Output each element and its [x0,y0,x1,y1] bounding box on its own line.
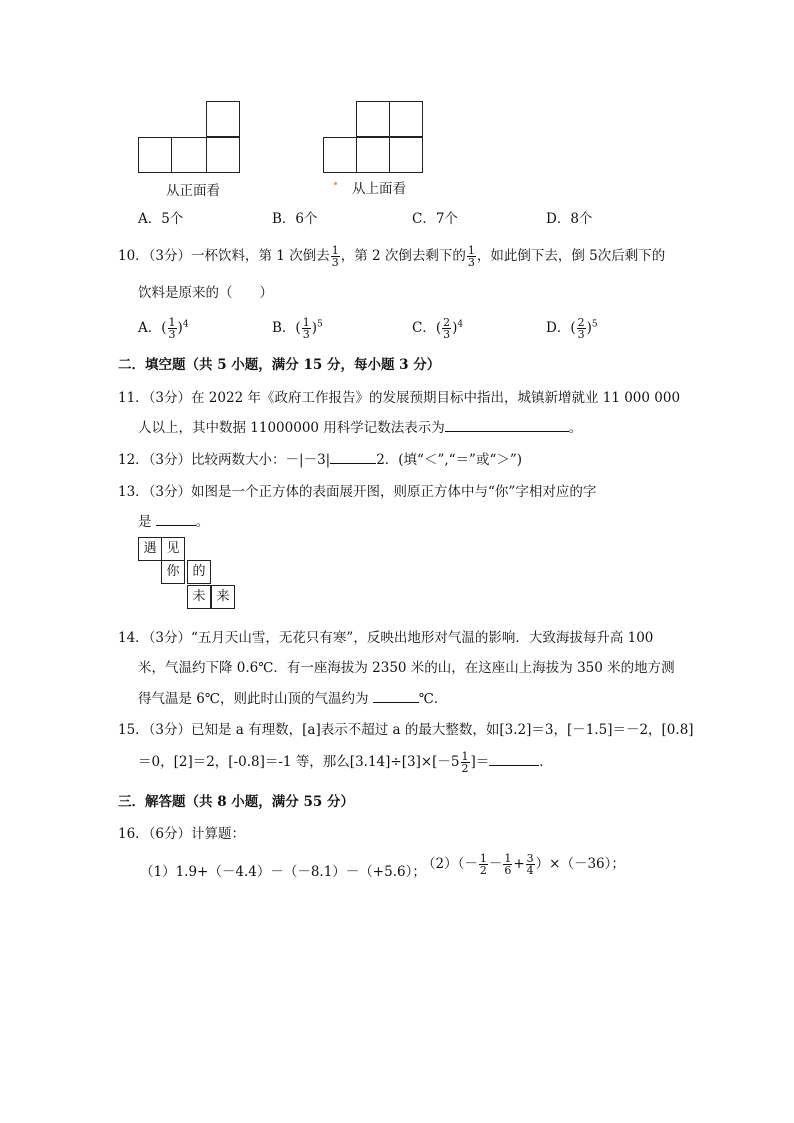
fraction-denominator: 2 [461,762,469,775]
net-cell: 未 [187,585,211,609]
q16-text: － [488,856,503,872]
q14-line3 [138,687,447,707]
top-view-cell [356,101,390,137]
fraction-denominator: 3 [331,256,339,269]
fraction-denominator: 2 [479,864,487,877]
fraction [526,853,535,876]
fraction-denominator: 3 [443,328,451,341]
q15-text: ]＝ [470,754,490,770]
fraction-numerator: 1 [331,244,339,257]
q10-line2: 饮料是原来的（ ） [138,285,273,301]
q16-text: ）×（－36）； [535,856,625,872]
fraction [479,853,488,876]
q16-part2 [422,852,625,876]
fraction [302,317,311,340]
q13-line2 [138,510,209,530]
q13-text: 。 [195,514,210,530]
answer-blank[interactable] [156,512,196,526]
fraction-numerator: 2 [443,316,451,329]
q15-line2 [138,750,553,774]
q10-line1 [118,244,665,268]
top-view-cell [356,137,390,173]
front-view-cell [206,101,240,137]
q14-line1: 14．（3分）“五月天山雪，无花只有寒”，反映出地形对气温的影响．大致海拔每升高 100 [118,630,654,646]
fraction-denominator: 6 [504,864,512,877]
top-view-cell [389,137,423,173]
top-view-cell [323,137,357,173]
q13-line1: 13．（3分）如图是一个正方体的表面展开图，则原正方体中与“你”字相对应的字 [118,484,597,500]
exponent: 4 [457,319,464,330]
q10-text: ，第 2 次倒去剩下的 [340,248,466,264]
choice-label: C．( [412,320,442,336]
section-heading-solve: 三．解答题（共 8 小题，满分 55 分） [118,794,354,810]
exponent: 5 [591,319,598,330]
q9-choice-a: A．5个 [138,211,184,227]
q14-text: ℃． [418,691,448,707]
choice-label: A．( [138,320,167,336]
front-view-cell [171,137,207,173]
q10-choice-c: C．( $\frac{2}{3}$ )$^4$ [412,316,464,341]
fraction [577,317,586,340]
answer-blank[interactable] [489,752,539,766]
fraction-numerator: 1 [479,852,487,865]
fraction-numerator: 1 [467,244,475,257]
q10-choice-b: B．( $\frac{1}{3}$ )$^5$ [272,316,323,341]
q16-text: （2）（－ [422,856,478,872]
q15-line1: 15．（3分）已知是 a 有理数，[a]表示不超过 a 的最大整数，如[3.2]＝3，[－1.5]＝－2，[0.8] [118,722,694,738]
fraction-numerator: 2 [577,316,585,329]
exponent: 5 [316,319,323,330]
front-view-cell [138,137,172,173]
net-cell: 你 [161,560,185,584]
q16-part1: （1）1.9+（－4.4）－（－8.1）－（+5.6）； [140,864,426,880]
fraction-numerator: 1 [461,750,469,763]
q12-text: 12．（3分）比较两数大小：－|－3| [118,452,331,468]
q11-text: 。 [568,420,583,436]
q10-choice-a: A．( $\frac{1}{3}$ )$^4$ [138,316,189,341]
choice-label: B．( [272,320,301,336]
q10-text: 10．（3分）一杯饮料，第 1 次倒去 [118,248,330,264]
fraction [331,245,340,268]
front-view-cell [206,137,240,173]
q10-choice-d: D．( $\frac{2}{3}$ )$^5$ [546,316,598,341]
answer-blank[interactable] [373,689,419,703]
fraction-numerator: 1 [504,852,512,865]
answer-blank[interactable] [445,418,569,432]
fraction [461,751,470,774]
top-view-cell [389,101,423,137]
q13-text: 是 [138,514,152,530]
top-view-label: 从上面看 [352,181,406,197]
net-cell: 的 [187,560,211,584]
q9-choice-c: C．7个 [412,211,458,227]
answer-blank[interactable] [330,450,376,464]
q12-text: 2．(填“＜”,“＝”或“＞”) [376,452,523,468]
q15-text: ． [539,754,553,770]
q11-text: 人以上，其中数据 11000000 用科学记数法表示为 [138,420,445,436]
q11-line1: 11．（3分）在 2022 年《政府工作报告》的发展预期目标中指出，城镇新增就业 11 000 000 [118,390,681,406]
fraction-denominator: 3 [467,256,475,269]
fraction-denominator: 4 [526,864,534,877]
fraction-denominator: 3 [168,328,176,341]
fraction [503,853,512,876]
q9-choice-d: D．8个 [546,211,593,227]
fraction [168,317,177,340]
net-cell: 遇 [138,537,162,561]
net-cell: 来 [211,585,235,609]
fraction-numerator: 3 [526,852,534,865]
fraction [467,245,476,268]
q15-text: ＝0，[2]＝2，[-0.8]＝-1 等，那么[3.14]÷[3]×[－5 [138,754,460,770]
fraction-denominator: 3 [577,328,585,341]
front-view-label: 从正面看 [166,183,220,199]
q9-choice-b: B．6个 [272,211,318,227]
q12-line [118,448,522,468]
fraction-denominator: 3 [302,328,310,341]
q16-text: + [513,856,525,872]
q10-text: ，如此倒下去，倒 5次后剩下的 [476,248,666,264]
section-heading-fill-blank: 二．填空题（共 5 小题，满分 15 分，每小题 3 分） [118,357,441,373]
fraction [442,317,451,340]
stray-dot [334,182,337,185]
net-cell: 见 [161,537,185,561]
q14-line2: 米，气温约下降 0.6℃．有一座海拔为 2350 米的山，在这座山上海拔为 350 米的地方测 [138,660,675,676]
fraction-numerator: 1 [168,316,176,329]
choice-label: D．( [546,320,576,336]
q11-line2 [138,416,582,436]
q16-title: 16．（6分）计算题： [118,826,246,842]
fraction-numerator: 1 [302,316,310,329]
exponent: 4 [182,319,189,330]
q14-text: 得气温是 6℃，则此时山顶的气温约为 [138,691,369,707]
